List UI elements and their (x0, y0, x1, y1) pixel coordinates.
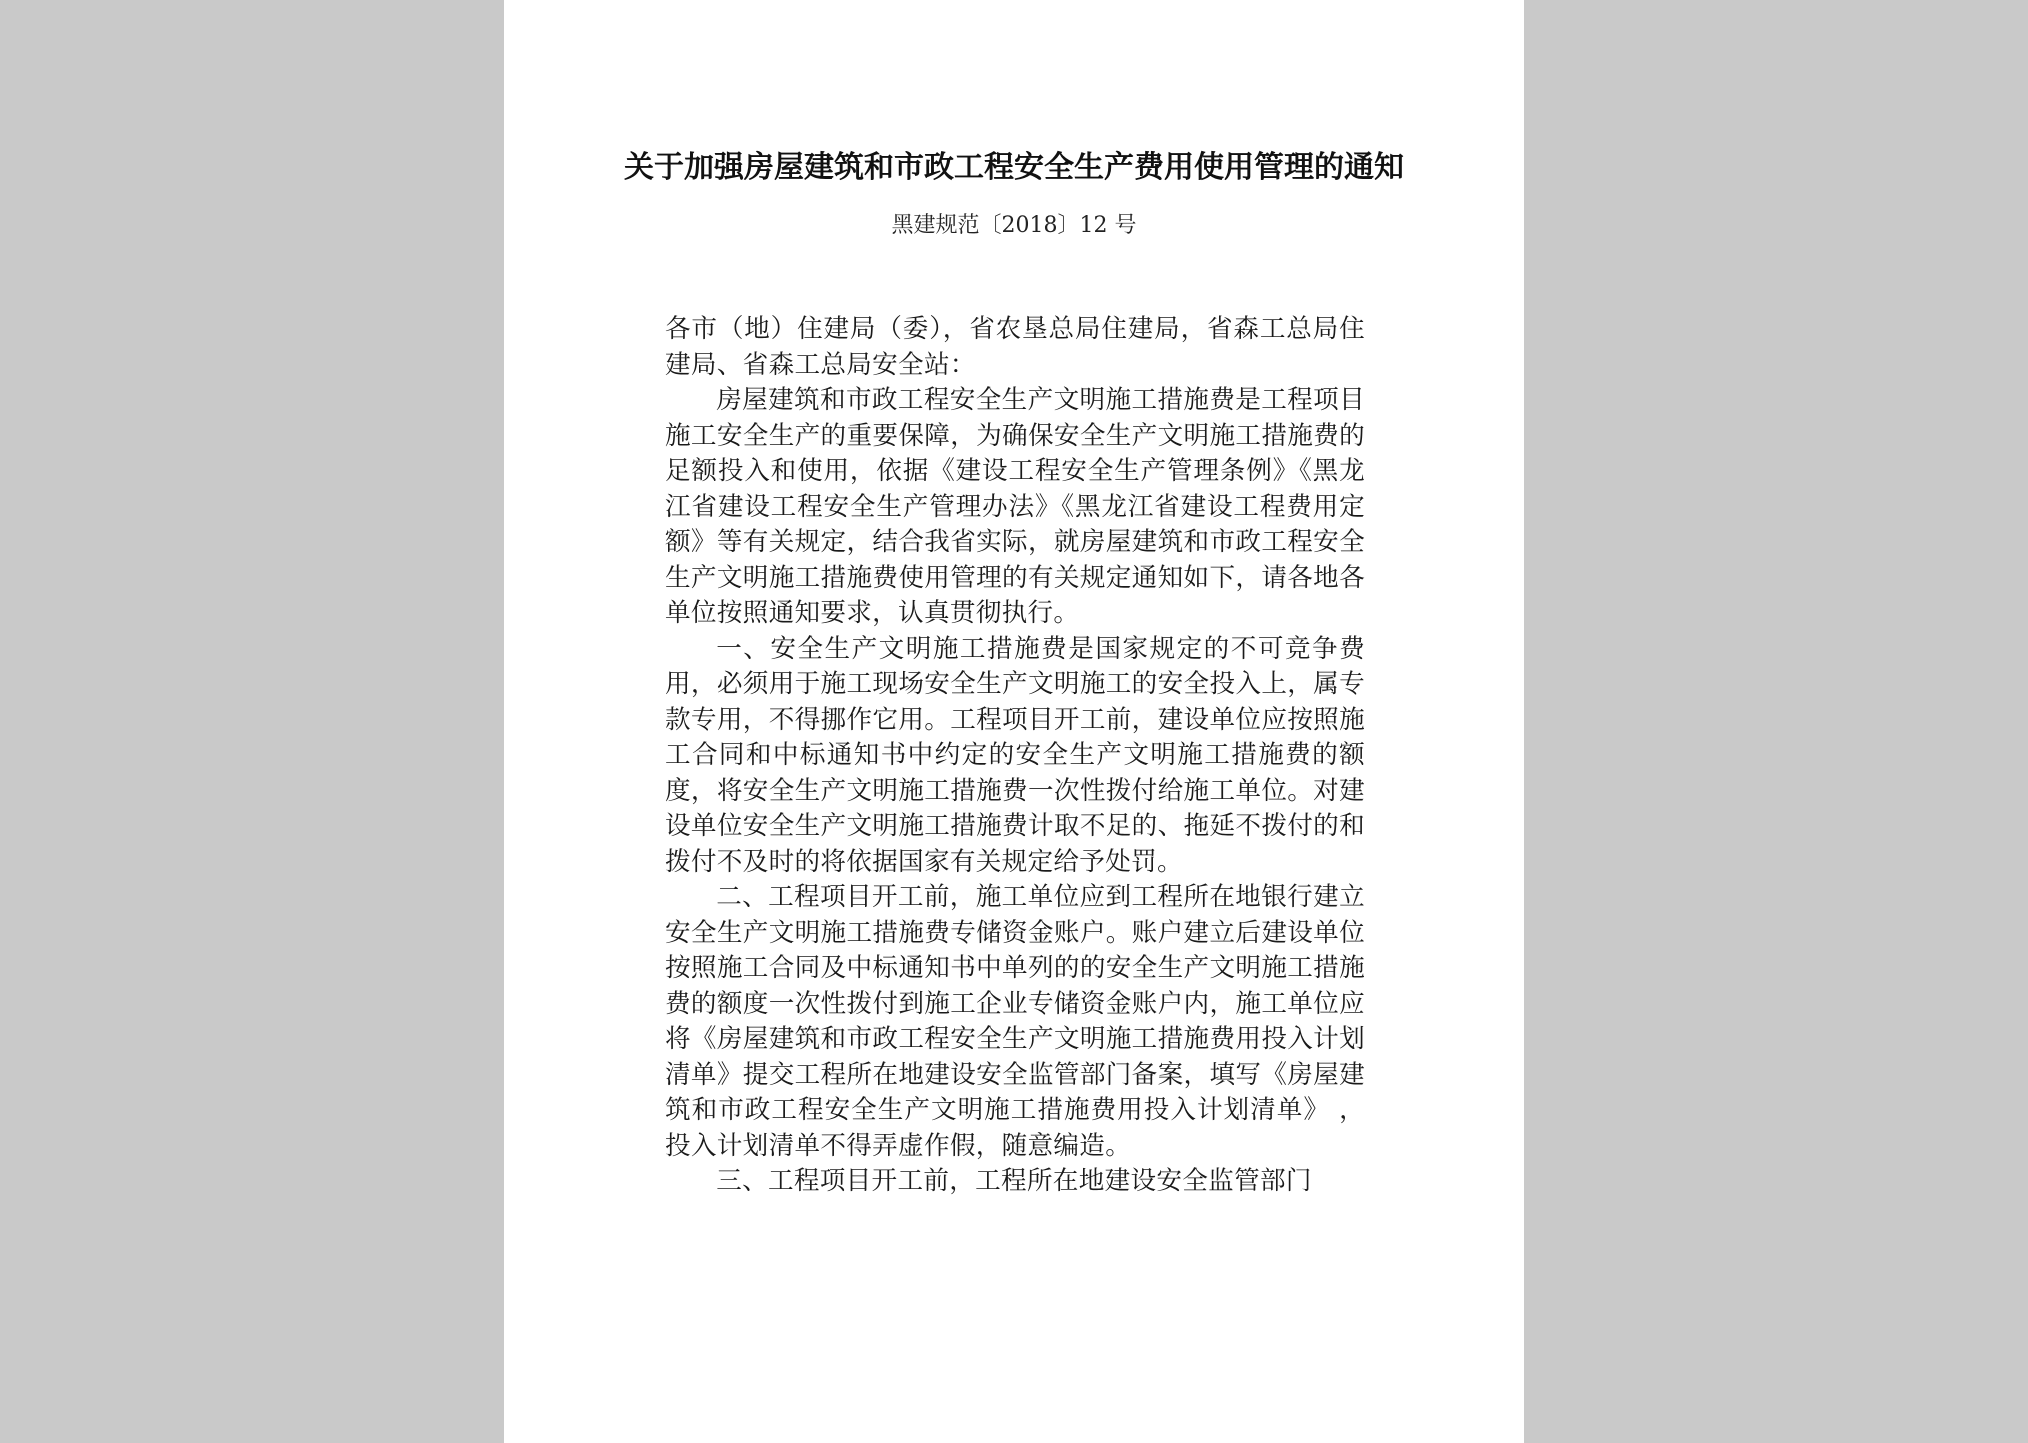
paragraph-item-2: 二、工程项目开工前，施工单位应到工程所在地银行建立安全生产文明施工措施费专储资金账户。账户建立后建设单位按照施工合同及中标通知书中单列的的安全生产文明施工措施费的额度一次性拨付到施工企业专储资金账户内，施工单位应将《房屋建筑和市政工程安全生产文明施工措施费用投入计划清单》提交工程所在地建设安全监管部门备案，填写《房屋建筑和市政工程安全生产文明施工措施费用投入计划清单》 ，投入计划清单不得弄虚作假，随意编造。 (665, 882, 1365, 1161)
paragraph-intro: 房屋建筑和市政工程安全生产文明施工措施费是工程项目施工安全生产的重要保障，为确保安全生产文明施工措施费的足额投入和使用，依据《建设工程安全生产管理条例》《黑龙江省建设工程安全生产管理办法》《黑龙江省建设工程费用定额》等有关规定，结合我省实际，就房屋建筑和市政工程安全生产文明施工措施费使用管理的有关规定通知如下，请各地各单位按照通知要求，认真贯彻执行。 (665, 385, 1365, 628)
paragraph-item-3: 三、工程项目开工前，工程所在地建设安全监管部门 (716, 1166, 1312, 1196)
document-number: 黑建规范〔2018〕12 号 (891, 213, 1137, 238)
salutation: 各市（地）住建局（委），省农垦总局住建局，省森工总局住建局、省森工总局安全站： (665, 314, 1365, 380)
document-page (504, 0, 1524, 1443)
document-title: 关于加强房屋建筑和市政工程安全生产费用使用管理的通知 (624, 150, 1404, 185)
paragraph-item-1: 一、安全生产文明施工措施费是国家规定的不可竞争费用，必须用于施工现场安全生产文明施工的安全投入上，属专款专用，不得挪作它用。工程项目开工前，建设单位应按照施工合同和中标通知书中约定的安全生产文明施工措施费的额度，将安全生产文明施工措施费一次性拨付给施工单位。对建设单位安全生产文明施工措施费计取不足的、拖延不拨付的和拨付不及时的将依据国家有关规定给予处罚。 (665, 633, 1365, 877)
document-body (665, 312, 1365, 1200)
